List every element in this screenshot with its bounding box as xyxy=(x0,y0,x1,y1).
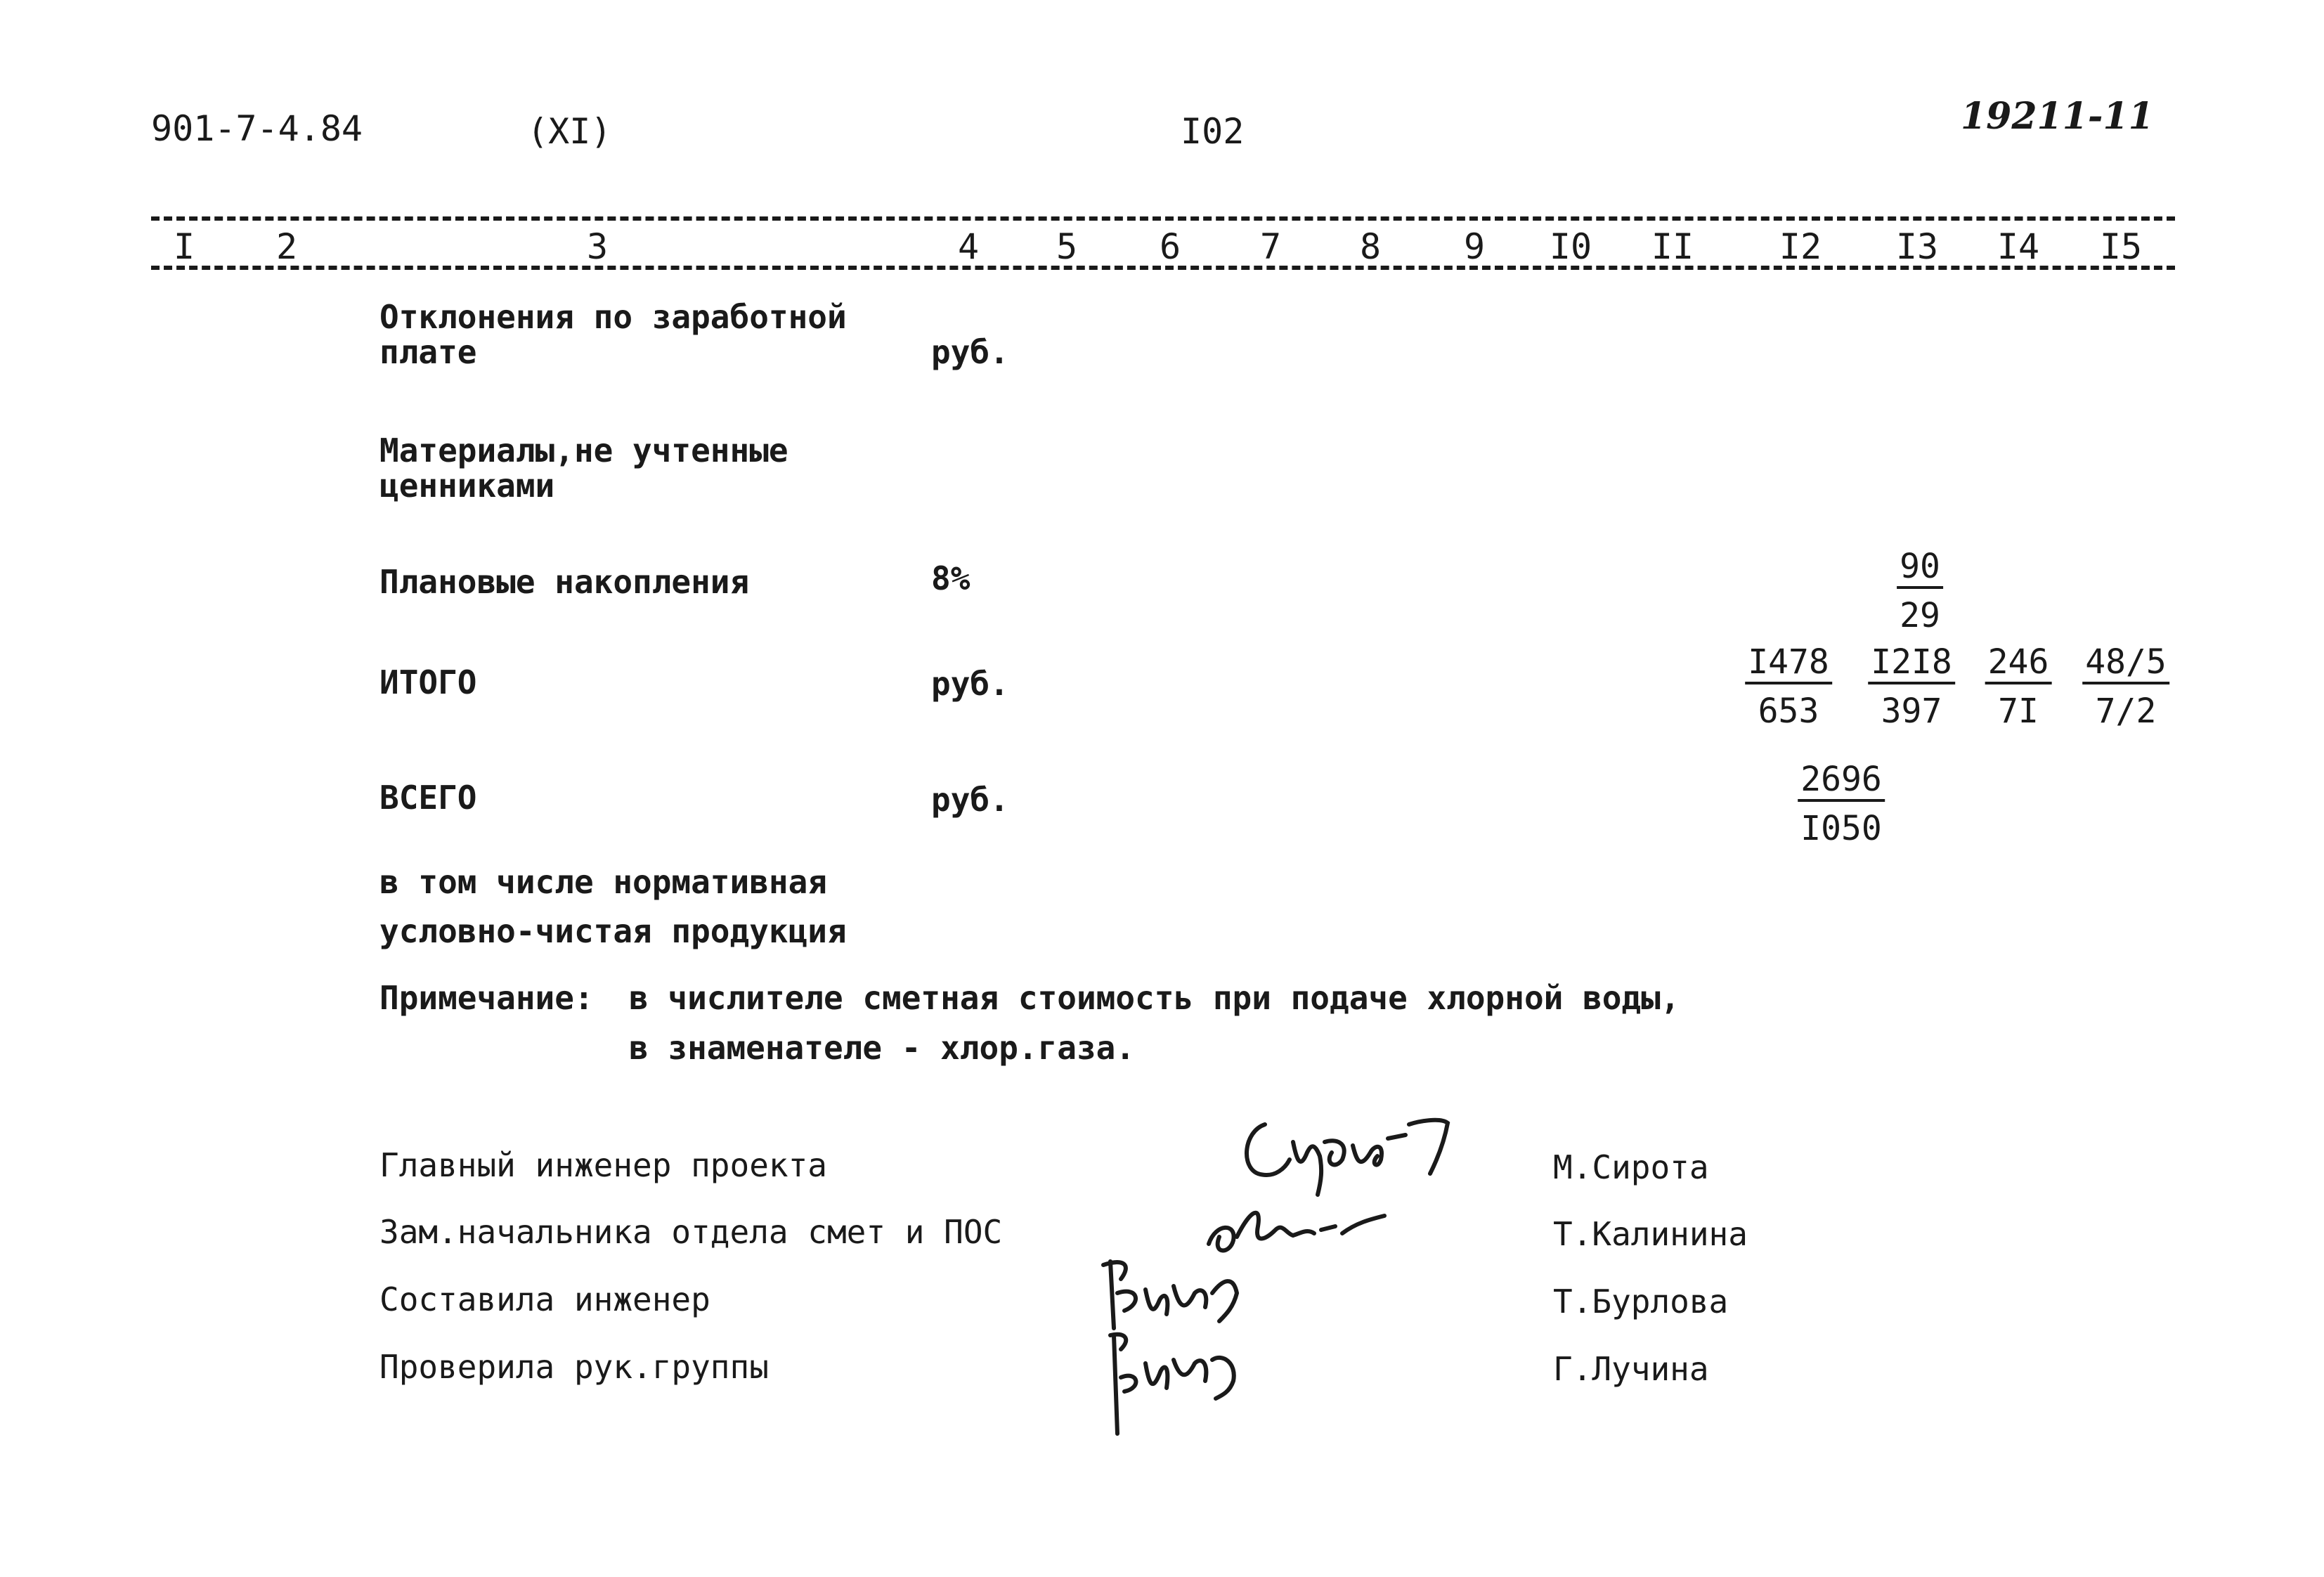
column-number: 8 xyxy=(1359,226,1382,267)
note-text: в числителе сметная стоимость при подаче хлорной воды, xyxy=(629,979,1680,1017)
signature-luchina xyxy=(1082,1321,1279,1441)
denominator: I050 xyxy=(1800,809,1882,848)
numerator: 246 xyxy=(1985,645,2052,684)
denominator: 653 xyxy=(1758,692,1819,731)
row-label: Материалы,не учтенные xyxy=(379,431,788,469)
signature-role: Зам.начальника отдела смет и ПОС xyxy=(379,1213,1003,1251)
note-label: Примечание: xyxy=(379,979,594,1017)
document-code: 901-7-4.84 xyxy=(151,108,363,149)
numerator: 90 xyxy=(1897,550,1943,589)
signatory-name: Г.Лучина xyxy=(1553,1350,1709,1388)
fraction-value xyxy=(1897,547,1943,635)
column-number: I4 xyxy=(1997,226,2040,267)
column-number: 3 xyxy=(586,226,609,267)
column-number: I2 xyxy=(1779,226,1822,267)
column-number: I0 xyxy=(1549,226,1592,267)
signatory-name: Т.Бурлова xyxy=(1553,1283,1729,1320)
row-unit: руб. xyxy=(931,781,1009,819)
row-label: ВСЕГО xyxy=(379,779,477,817)
denominator: 7/2 xyxy=(2095,692,2157,731)
section-number: (XI) xyxy=(527,111,612,152)
column-number: II xyxy=(1651,226,1694,267)
column-header-top-rule xyxy=(151,216,2175,221)
row-unit: 8% xyxy=(931,559,971,597)
column-number: I3 xyxy=(1895,226,1939,267)
row-label: плате xyxy=(379,333,477,371)
column-number: 4 xyxy=(957,226,980,267)
fraction-value xyxy=(1868,642,1955,731)
denominator: 397 xyxy=(1881,692,1942,731)
fraction-value xyxy=(1985,642,2052,731)
column-number: 6 xyxy=(1159,226,1181,267)
column-number: I xyxy=(173,226,195,267)
numerator: I478 xyxy=(1745,645,1832,684)
row-label: Плановые накопления xyxy=(379,563,750,601)
including-text: условно-чистая продукция xyxy=(379,912,847,950)
signature-role: Проверила рук.группы xyxy=(379,1348,769,1386)
row-label: Отклонения по заработной xyxy=(379,298,847,336)
column-number: 7 xyxy=(1259,226,1282,267)
signature-role: Главный инженер проекта xyxy=(379,1146,827,1184)
fraction-value xyxy=(1745,642,1832,731)
page-number: I02 xyxy=(1181,111,1245,152)
fraction-value xyxy=(2082,642,2169,731)
signatory-name: М.Сирота xyxy=(1553,1148,1709,1186)
column-number: 5 xyxy=(1056,226,1078,267)
including-text: в том числе нормативная xyxy=(379,863,827,901)
fraction-value xyxy=(1798,760,1885,848)
column-number: I5 xyxy=(2099,226,2143,267)
numerator: 48/5 xyxy=(2082,645,2169,684)
signature-sirota xyxy=(1237,1103,1504,1202)
note-text: в знаменателе - хлор.газа. xyxy=(629,1029,1136,1067)
row-unit: руб. xyxy=(931,333,1009,371)
signature-role: Составила инженер xyxy=(379,1280,710,1318)
denominator: 7I xyxy=(1998,692,2039,731)
numerator: 2696 xyxy=(1798,762,1885,802)
row-unit: руб. xyxy=(931,665,1009,703)
numerator: I2I8 xyxy=(1868,645,1955,684)
row-label: ценниками xyxy=(379,467,555,505)
handwritten-registration-number: 19211-11 xyxy=(1961,95,2154,138)
column-number: 2 xyxy=(275,226,298,267)
denominator: 29 xyxy=(1900,596,1940,635)
column-number: 9 xyxy=(1463,226,1486,267)
signatory-name: Т.Калинина xyxy=(1553,1215,1748,1253)
row-label: ИТОГО xyxy=(379,663,477,701)
